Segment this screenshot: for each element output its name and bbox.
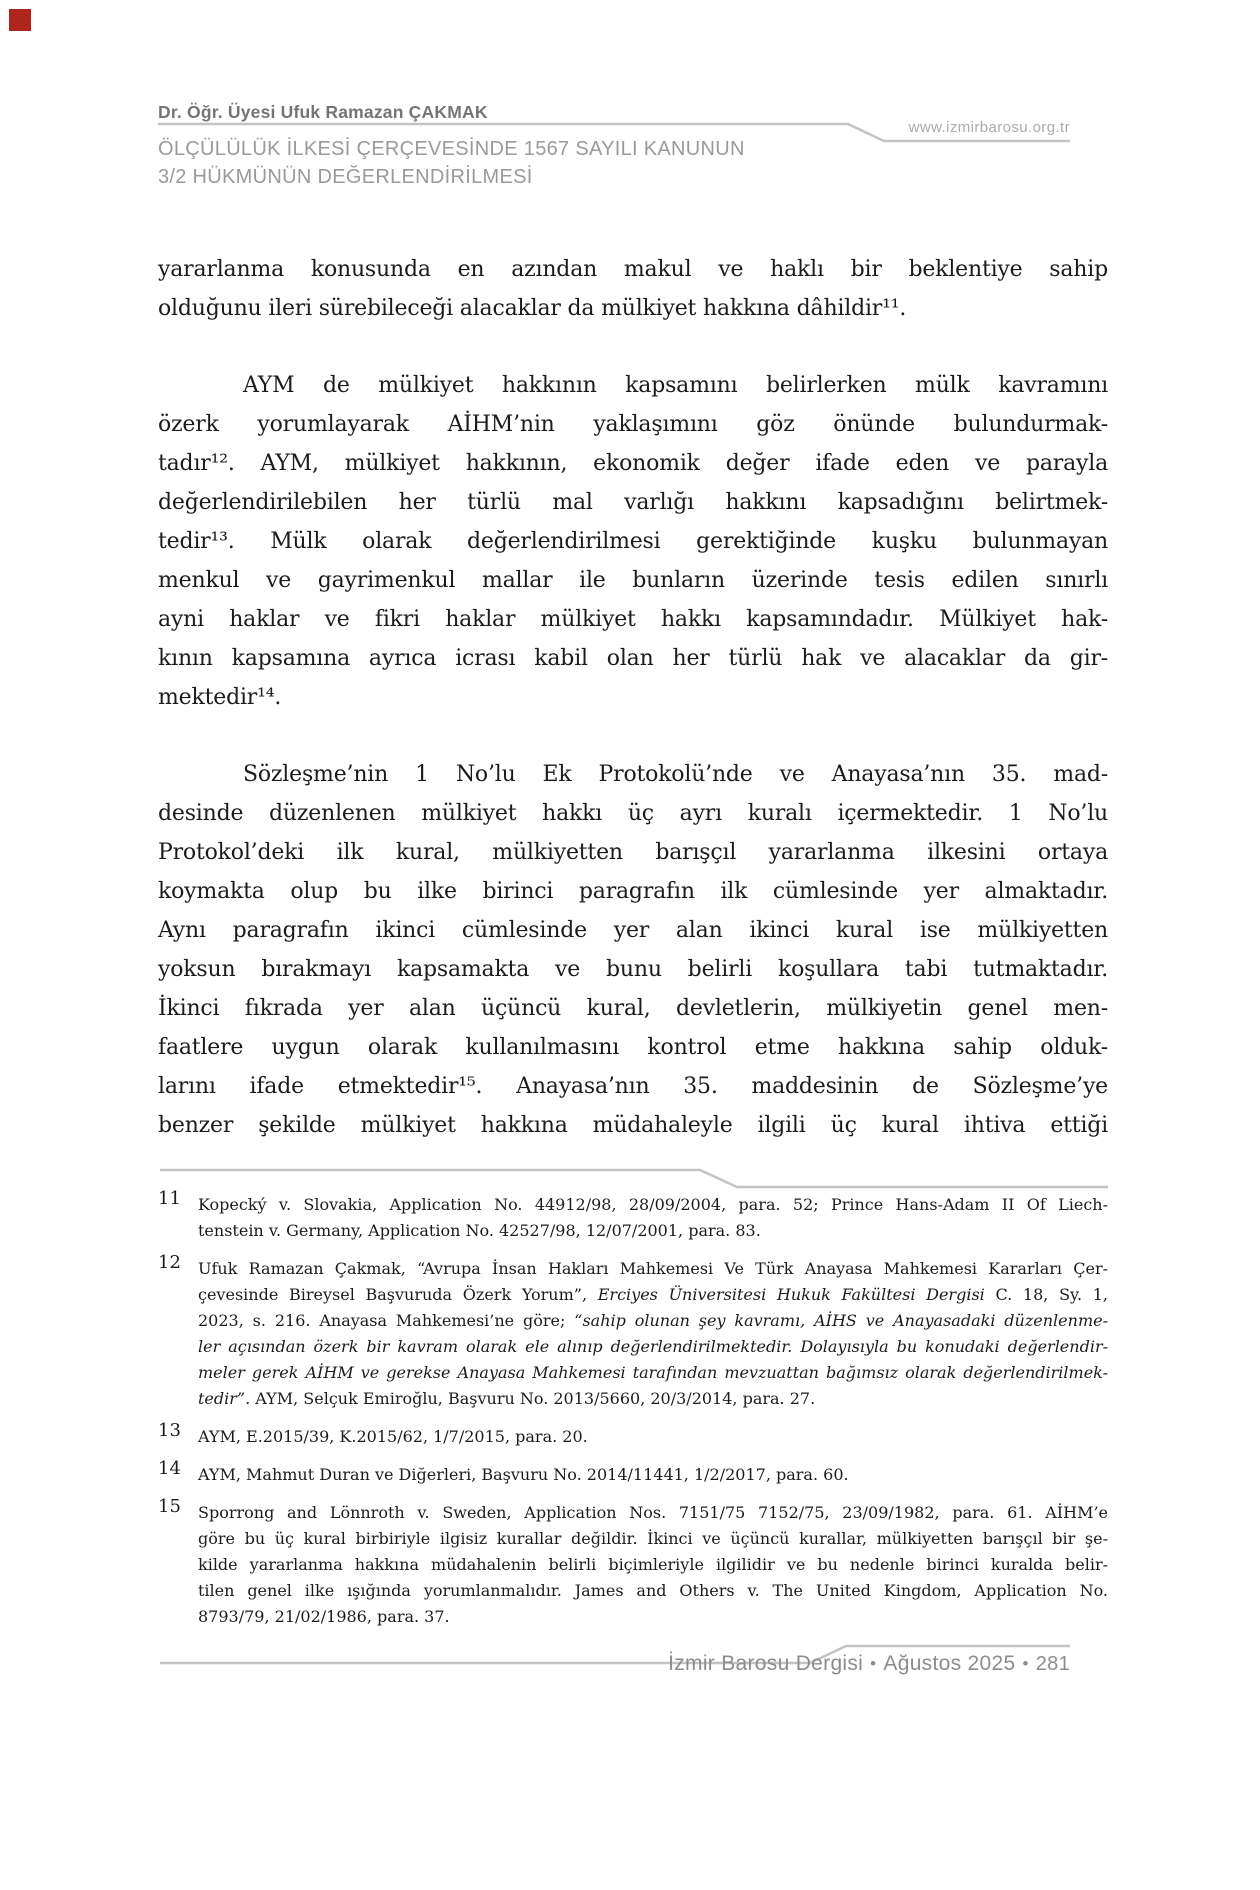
body-text-line: benzer şekilde mülkiyet hakkına müdahaleyle ilgili üç kural ihtiva ettiği xyxy=(158,1113,1108,1138)
body-text-line: kının kapsamına ayrıca icrası kabil olan her türlü hak ve alacaklar da gir- xyxy=(158,646,1108,671)
footnote-italic-text: tedir”. xyxy=(198,1389,251,1408)
footnote-number: 13 xyxy=(158,1420,181,1441)
footnote-text-line xyxy=(198,1334,1108,1360)
footnote-text-line xyxy=(198,1462,1108,1488)
footnote-text: çevesinde Bireysel Başvuruda Özerk Yorum”, xyxy=(198,1285,598,1304)
footnote-number: 15 xyxy=(158,1496,181,1517)
footnote xyxy=(158,1188,1108,1244)
footnote-italic-text: “sahip olunan şey kavramı, AİHS ve Anayasadaki düzenlenme- xyxy=(574,1311,1108,1330)
footnote-text: tenstein v. Germany, Application No. 42527/98, 12/07/2001, para. 83. xyxy=(198,1221,761,1240)
website-url: www.izmirbarosu.org.tr xyxy=(908,119,1070,136)
body-text-line: ayni haklar ve fikri haklar mülkiyet hakkı kapsamındadır. Mülkiyet hak- xyxy=(158,607,1108,632)
body-text-line: desinde düzenlenen mülkiyet hakkı üç ayrı kuralı içermektedir. 1 No’lu xyxy=(158,801,1108,826)
footnote-text: 8793/79, 21/02/1986, para. 37. xyxy=(198,1607,450,1626)
footnote-number: 14 xyxy=(158,1458,181,1479)
issue-date: Ağustos 2025 xyxy=(883,1652,1016,1675)
footnote xyxy=(158,1496,1108,1630)
footer-separator-dot: • xyxy=(870,1654,877,1673)
footnote-text-line xyxy=(198,1386,1108,1412)
footnote-number: 11 xyxy=(158,1188,181,1209)
footnote-text-line xyxy=(198,1424,1108,1450)
footnote-text: göre bu üç kural birbiriyle ilgisiz kurallar değildir. İkinci ve üçüncü kurallar, mülkiyetten barışçıl bir şe- xyxy=(198,1529,1108,1548)
body-text-line: menkul ve gayrimenkul mallar ile bunların üzerinde tesis edilen sınırlı xyxy=(158,568,1108,593)
body-text-line: tadır¹². AYM, mülkiyet hakkının, ekonomik değer ifade eden ve parayla xyxy=(158,451,1108,476)
body-paragraph xyxy=(158,250,1108,328)
footnote xyxy=(158,1420,1108,1450)
body-text-line: faatlere uygun olarak kullanılmasını kontrol etme hakkına sahip olduk- xyxy=(158,1035,1108,1060)
body-text-line: değerlendirilebilen her türlü mal varlığı hakkını kapsadığını belirtmek- xyxy=(158,490,1108,515)
page-footer xyxy=(668,1652,1070,1676)
corner-marker xyxy=(9,9,31,31)
footnote-text: C. 18, Sy. 1, xyxy=(984,1285,1109,1304)
page-number: 281 xyxy=(1035,1653,1070,1675)
footnote-text-line xyxy=(198,1526,1108,1552)
footnote-text: AYM, Mahmut Duran ve Diğerleri, Başvuru No. 2014/11441, 1/2/2017, para. 60. xyxy=(198,1465,849,1484)
journal-name: İzmir Barosu Dergisi xyxy=(668,1652,864,1675)
article-title xyxy=(158,135,745,191)
footnote-text: kilde yararlanma hakkına müdahalenin belirli biçimleriyle ilgilidir ve bu nedenle birinci kuralda belir- xyxy=(198,1555,1108,1574)
footnote-text: Sporrong and Lönnroth v. Sweden, Application Nos. 7151/75 7152/75, 23/09/1982, para. 61. AİHM’e xyxy=(198,1503,1108,1522)
body-text-line: tedir¹³. Mülk olarak değerlendirilmesi gerektiğinde kuşku bulunmayan xyxy=(158,529,1108,554)
footnote-separator-line xyxy=(160,1170,1108,1187)
footnote-text-line xyxy=(198,1500,1108,1526)
article-body xyxy=(158,250,1108,1145)
footnote-text-line xyxy=(198,1218,1108,1244)
footnote-text: AYM, Selçuk Emiroğlu, Başvuru No. 2013/5660, 20/3/2014, para. 27. xyxy=(250,1389,816,1408)
footnote-text-line xyxy=(198,1308,1108,1334)
body-text-line: larını ifade etmektedir¹⁵. Anayasa’nın 35. maddesinin de Sözleşme’ye xyxy=(158,1074,1108,1099)
footer-separator-dot: • xyxy=(1022,1654,1029,1673)
body-text-line: özerk yorumlayarak AİHM’nin yaklaşımını göz önünde bulundurmak- xyxy=(158,412,1108,437)
footnote-text-line xyxy=(198,1360,1108,1386)
footnote-number: 12 xyxy=(158,1252,181,1273)
body-text-line: Protokol’deki ilk kural, mülkiyetten barışçıl yararlanma ilkesini ortaya xyxy=(158,840,1108,865)
footnotes-section xyxy=(158,1188,1109,1642)
footnote xyxy=(158,1252,1109,1412)
body-text-line: AYM de mülkiyet hakkının kapsamını belirlerken mülk kavramını xyxy=(243,373,1108,398)
body-text-line: Aynı paragrafın ikinci cümlesinde yer alan ikinci kural ise mülkiyetten xyxy=(158,918,1108,943)
footnote-text: 2023, s. 216. Anayasa Mahkemesi’ne göre; xyxy=(198,1311,575,1330)
body-text-line: İkinci fıkrada yer alan üçüncü kural, devletlerin, mülkiyetin genel men- xyxy=(158,996,1108,1021)
footnote xyxy=(158,1458,1108,1488)
body-paragraph xyxy=(158,366,1108,717)
body-text-line: koymakta olup bu ilke birinci paragrafın ilk cümlesinde yer almaktadır. xyxy=(158,879,1108,904)
author-name: Dr. Öğr. Üyesi Ufuk Ramazan ÇAKMAK xyxy=(158,102,488,122)
footnote-text: tilen genel ilke ışığında yorumlanmalıdır. James and Others v. The United Kingdom, Application No. xyxy=(198,1581,1108,1600)
footnote-italic-text: meler gerek AİHM ve gerekse Anayasa Mahkemesi tarafından mevzuattan bağımsız olarak değerlendirilmek- xyxy=(198,1363,1108,1382)
body-text-line: Sözleşme’nin 1 No’lu Ek Protokolü’nde ve Anayasa’nın 35. mad- xyxy=(243,762,1108,787)
footnote-text: Kopecký v. Slovakia, Application No. 44912/98, 28/09/2004, para. 52; Prince Hans-Adam II Of Liech- xyxy=(198,1195,1108,1214)
footnote-text-line xyxy=(198,1552,1108,1578)
article-title-line1: ÖLÇÜLÜLÜK İLKESİ ÇERÇEVESİNDE 1567 SAYILI KANUNUN xyxy=(158,138,745,160)
article-title-line2: 3/2 HÜKMÜNÜN DEĞERLENDİRİLMESİ xyxy=(158,166,533,188)
body-text-line: yoksun bırakmayı kapsamakta ve bunu belirli koşullara tabi tutmaktadır. xyxy=(158,957,1108,982)
body-text-line: yararlanma konusunda en azından makul ve haklı bir beklentiye sahip xyxy=(158,257,1108,282)
footnote-italic-text: Erciyes Üniversitesi Hukuk Fakültesi Dergisi xyxy=(597,1285,985,1304)
body-text-line: mektedir¹⁴. xyxy=(158,685,282,710)
footnote-text-line xyxy=(198,1578,1108,1604)
footnote-italic-text: ler açısından özerk bir kavram olarak ele alınıp değerlendirilmektedir. Dolayısıyla bu konudaki değerlendir- xyxy=(198,1337,1108,1356)
body-text-line: olduğunu ileri sürebileceği alacaklar da mülkiyet hakkına dâhildir¹¹. xyxy=(158,296,907,321)
footnote-text-line xyxy=(198,1282,1108,1308)
body-paragraph xyxy=(158,755,1108,1145)
footnote-text-line xyxy=(198,1192,1108,1218)
footnote-text-line xyxy=(198,1604,1108,1630)
footnote-text-line xyxy=(198,1256,1108,1282)
footnote-text: Ufuk Ramazan Çakmak, “Avrupa İnsan Hakları Mahkemesi Ve Türk Anayasa Mahkemesi Kararları Çer- xyxy=(198,1259,1108,1278)
footnote-text: AYM, E.2015/39, K.2015/62, 1/7/2015, para. 20. xyxy=(198,1427,588,1446)
